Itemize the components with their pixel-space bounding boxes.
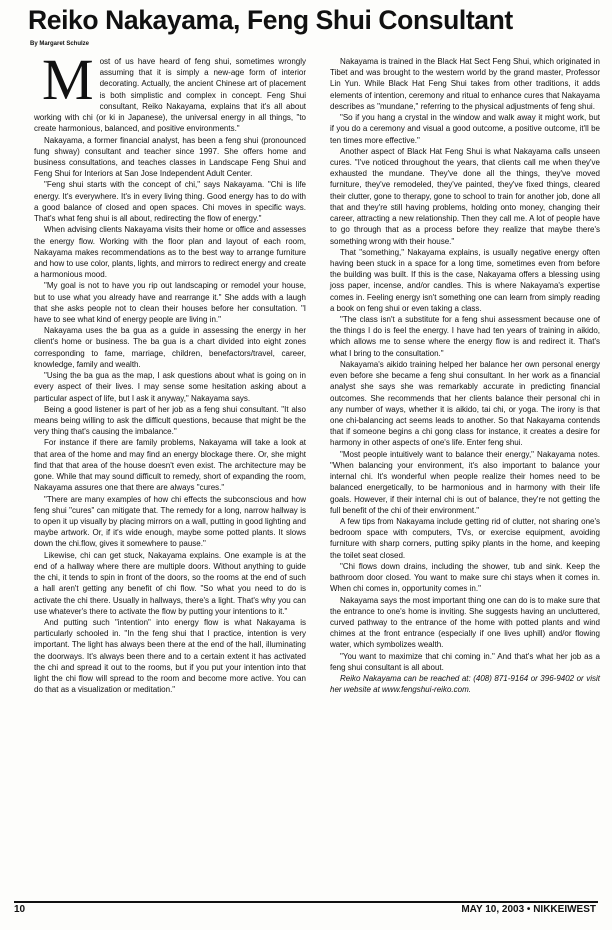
right-column [330, 56, 600, 695]
paragraph: "Most people intuitively want to balance their energy," Nakayama notes. "When balancing your environment, it's also important to balance your internal chi. It's wonderful when people realize their homes need to be balanced energetically, to be harmonious and in harmony with their life goals. However, if their internal chi is out of balance, they're not getting the full benefit of the chi of their environment." [330, 449, 600, 515]
left-column [34, 47, 306, 695]
paragraph: "Feng shui starts with the concept of chi," says Nakayama. "Chi is life energy. It's everywhere. It's in every living thing. Good energy has to do with a good balance of closed and open spaces. Chi moves in specific ways. That's what feng shui is all about, redirecting the flow of energy." [34, 180, 306, 224]
paragraph: For instance if there are family problems, Nakayama will take a look at that area of the home and may find an energy blockage there. Or, she might find that that area of the house doesn't even exist. The architecture may be gone. While that may sound difficult to remedy, short of expanding the room, Nakayama assures one that there are always "cures." [34, 438, 306, 493]
paragraph: "You want to maximize that chi coming in." And that's what her job as a feng shui consultant is all about. [330, 651, 600, 672]
article-headline: Reiko Nakayama, Feng Shui Consultant [28, 5, 513, 35]
paragraph: "My goal is not to have you rip out landscaping or remodel your house, but to use what you already have and rearrange it." She adds with a laugh that she asks people not to clean their houses before her consultation. "I have to see what kind of energy people are living in." [34, 281, 306, 325]
drop-cap: M [42, 47, 94, 112]
paragraph: Nakayama's aikido training helped her balance her own personal energy even before she became a feng shui consultant. In her work as a financial analyst she says she was remarkably accurate in predicting financial outcomes. She recommends that her clients balance their personal chi in any number of ways, whether it is aikido, tai chi, or yoga. The irony is that one chi-balancing act seems leads to another. So that Nakayama contends that if someone begins a chi gong class for instance, it creates a desire for harmony in other aspects of one's life. Enter feng shui. [330, 359, 600, 448]
paragraph: Likewise, chi can get stuck, Nakayama explains. One example is at the end of a hallway where there are multiple doors. Without anything to guide the chi, it tends to spin in front of the doors, so the rooms at the end of such a hall aren't getting any benefit of chi flow. "So what you need to do is activate the chi there. Usually in hallways, there's a light. That's why you can use whatever's there to activate the flow by putting your intentions to it." [34, 550, 306, 616]
paragraph: And putting such "intention" into energy flow is what Nakayama is particularly schooled in. "In the feng shui that I practice, intention is very important. The light has always been there at the end of the hall, illuminating the doorways. It's always been there and to a certain extent it has activated the chi and spread it out to the rooms, but if you put your intention into that light the chi flow will spread to the room and become more active. You can do that as a visualization or meditation." [34, 617, 306, 695]
paragraph: Nakayama says the most important thing one can do is to make sure that the entrance to one's home is inviting. She suggests having an uncluttered, curved pathway to the entrance of the home with potted plants and wind chimes at the front entrance (especially if one lives uphill) and/or flowing water, which symbolizes wealth. [330, 595, 600, 650]
paragraph: Nakayama is trained in the Black Hat Sect Feng Shui, which originated in Tibet and was brought to the western world by the grand master, Professor Lin Yun. While Black Hat Feng Shui takes from other traditions, it adds elements of intention, ceremony and ritual to enhance cures that Nakayama describes as "mundane," referring to the physical adjustments of feng shui. [330, 57, 600, 111]
paragraph: "There are many examples of how chi effects the subconscious and how feng shui "cures" can mitigate that. The remedy for a long, narrow hallway is to open it up visually by placing mirrors on a wall, putting in good lighting and maybe artwork. Or, if it's wide enough, maybe some potted plants. It slows down the chi.flow, gives it somewhere to pause." [34, 494, 306, 549]
paragraph: Nakayama, a former financial analyst, has been a feng shui (pronounced fung shway) consultant and teacher since 1997. She offers home and business consultations, and teaches classes in Landscape Feng Shui and Feng Shui for Interiors at San Jose Independent Adult Center. [34, 135, 306, 179]
paragraph: "The class isn't a substitute for a feng shui assessment because one of the things I do is feel the energy. I have had ten years of training in aikido, which allows me to sense where the energy flow is and redirect it. That's what I bring to the consultation." [330, 315, 600, 358]
byline: By Margaret Schulze [30, 41, 90, 47]
footer-rule [14, 901, 598, 903]
contact-info: Reiko Nakayama can be reached at: (408) 871-9164 or 396-9402 or visit her website at www.fengshui-reiko.com. [330, 674, 600, 695]
lead-paragraph: Most of us have heard of feng shui, sometimes wrongly assuming that it is simply a new-age form of interior decorating. Actually, the ancient Chinese art of placement is both simplistic and complex in concept. Feng Shui consultant, Reiko Nakayama, explains that it's all about working with chi (or ki in Japanese), the universal energy in all things, "to create harmonious, balanced, and positive environments." [34, 47, 306, 134]
paragraph: "Using the ba gua as the map, I ask questions about what is going on in every aspect of their lives. I may sense some hesitation asking about a particular aspect of life, but I ask it anyway," Nakayama says. [34, 371, 306, 403]
paragraph: "So if you hang a crystal in the window and walk away it might work, but if you do a ceremony and visual a good outcome, a positive outcome, it'll be ten times more effective." [330, 113, 600, 145]
paragraph: "Chi flows down drains, including the shower, tub and sink. Keep the bathroom door closed. You want to make sure chi stays when it comes in. When chi comes in, opportunity comes in." [330, 561, 600, 594]
paragraph: Another aspect of Black Hat Feng Shui is what Nakayama calls unseen cures. "I've noticed throughout the years, that clients call me when they've exhausted the mundane. They've done all the things, they've moved furniture, they've remodeled, they've painted, they've fixed things, cleared their clutter, gone to therapy, gone to school to train for another job, done all that and they're still having problems, holding onto money, changing their career, attracting a new relationship. Then they call me. A lot of people have to go through that as a process before they realize that maybe there's something wrong with their house." [330, 146, 600, 246]
paragraph: When advising clients Nakayama visits their home or office and assesses the energy flow. Working with the floor plan and layout of each room, Nakayama makes recommendations as to the best way to arrange furniture and how to use color, plants, lights, and mirrors to redirect energy and create a harmonious mood. [34, 225, 306, 280]
paragraph: That "something," Nakayama explains, is usually negative energy often having been stuck in a space for a long time, sometimes even from before the building was built. If this is the case, Nakayama offers a blessing using joss paper, incense, and/or candles. This is where Nakayama's expertise comes in. Feeling energy isn't something one can learn from simply reading a book on feng shui or even taking a class. [330, 247, 600, 313]
paragraph: Nakayama uses the ba gua as a guide in assessing the energy in her client's home or business. The ba gua is a chart divided into eight zones corresponding to fame, marriage, children, benefactors/travel, career, knowledge, family and wealth. [34, 326, 306, 369]
page-number: 10 [14, 904, 26, 915]
paragraph: Being a good listener is part of her job as a feng shui consultant. "It also means being willing to ask the difficult questions, because that might be the very thing that's causing the imbalance." [34, 404, 306, 437]
paragraph: A few tips from Nakayama include getting rid of clutter, not sharing one's bedroom space with computers, TVs, or exercise equipment, avoiding furniture with sharp corners, putting spiky plants in the home, and keeping the toilet seat closed. [330, 516, 600, 560]
issue-line: MAY 10, 2003 • NIKKEIWEST [461, 904, 596, 915]
